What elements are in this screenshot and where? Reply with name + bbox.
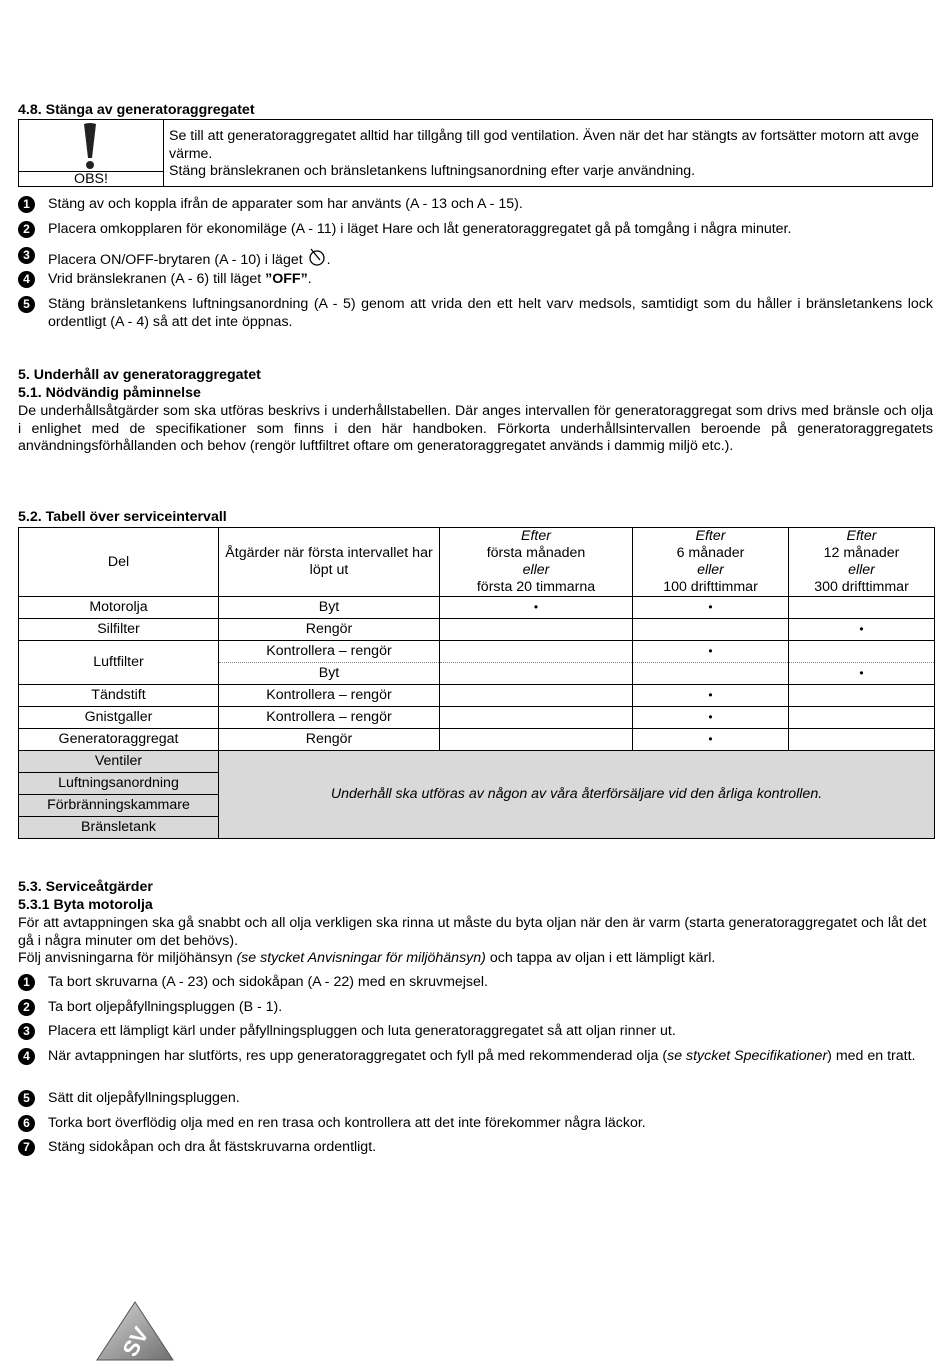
step-text-part: Placera ON/OFF-brytaren (A - 10) i läget <box>48 252 307 268</box>
section-5-2-title: 5.2. Tabell över serviceintervall <box>18 509 227 525</box>
obs-line-2: Stäng bränslekranen och bränsletankens luftningsanordning efter varje användning. <box>169 163 696 179</box>
step-reference: se stycket Specifikationer <box>667 1048 828 1064</box>
row-mark: • <box>633 707 789 729</box>
step-text-part: Vrid bränslekranen (A - 6) till läget <box>48 271 266 287</box>
row-mark-empty <box>633 663 789 685</box>
obs-warning-box <box>18 119 933 187</box>
section-5-1-title: 5.1. Nödvändig påminnelse <box>18 385 201 401</box>
section-5-1-text: De underhållsåtgärder som ska utföras beskrivs i underhållstabellen. Där anges intervallen för generatoraggregat som drivs med bränsle och olja i enlighet med de specifikationer som finns i den här handboken. Förkorta underhållsintervallen beroende på generatoraggregatets användningsförhållanden och behov (rengör luftfiltret oftare om generatoraggregatet används i dammig miljö etc.). <box>18 403 933 454</box>
exclamation-icon <box>82 122 98 170</box>
dealer-note: Underhåll ska utföras av någon av våra återförsäljare vid den årliga kontrollen. <box>219 751 935 839</box>
header-efter: Efter <box>521 528 551 544</box>
row-mark-empty <box>789 685 935 707</box>
header-efter: Efter <box>695 528 726 544</box>
off-switch-icon <box>307 247 327 267</box>
step-text-part: När avtappningen har slutförts, res upp generatoraggregatet och fyll på med rekommenderad olja ( <box>48 1048 668 1064</box>
obs-text <box>169 128 929 181</box>
step-number: 4 <box>18 271 35 288</box>
dealer-part: Luftningsanordning <box>19 773 219 795</box>
table-row <box>19 597 935 619</box>
table-row <box>19 729 935 751</box>
section-5-3-1-intro: För att avtappningen ska gå snabbt och all olja verkligen ska rinna ut måste du byta oljan när den är varm (starta generatoraggregatet och låt det gå i några minuter om det behövs). <box>18 915 927 949</box>
header-eller: eller <box>522 562 550 578</box>
step-text <box>48 247 933 270</box>
header-del: Del <box>19 528 219 597</box>
step-number: 1 <box>18 974 35 991</box>
section-4-8-title: 4.8. Stänga av generatoraggregatet <box>18 102 255 118</box>
step-text-part: . <box>326 252 331 268</box>
step-number: 5 <box>18 1090 35 1107</box>
row-part: Generatoraggregat <box>19 729 219 751</box>
step-text-part: . <box>307 271 312 287</box>
section-5-3-title: 5.3. Serviceåtgärder <box>18 879 153 895</box>
row-mark: • <box>633 685 789 707</box>
off-label: ”OFF” <box>265 271 308 287</box>
step-text: Placera omkopplaren för ekonomiläge (A - 11) i läget Hare och låt generatoraggregatet gå på tomgång i några minuter. <box>48 221 792 237</box>
row-part: Luftfilter <box>19 641 219 685</box>
step-number: 3 <box>18 247 35 264</box>
step-number: 4 <box>18 1048 35 1065</box>
step-text: Sätt dit oljepåfyllningspluggen. <box>48 1090 240 1106</box>
row-mark-empty <box>789 729 935 751</box>
row-part: Gnistgaller <box>19 707 219 729</box>
header-interval-a: 12 månader <box>823 545 900 561</box>
obs-icon-cell <box>19 120 164 186</box>
header-interval-a: första månaden <box>486 545 586 561</box>
row-mark: • <box>633 729 789 751</box>
row-action: Kontrollera – rengör <box>219 707 440 729</box>
row-action: Kontrollera – rengör <box>219 641 440 663</box>
header-interval-2 <box>633 528 789 597</box>
step-number: 2 <box>18 221 35 238</box>
row-mark: • <box>633 597 789 619</box>
header-interval-1 <box>440 528 633 597</box>
service-interval-table <box>18 527 935 839</box>
header-interval-b: första 20 timmarna <box>476 579 596 595</box>
table-header-row <box>19 528 935 597</box>
row-action: Kontrollera – rengör <box>219 685 440 707</box>
step-text: Ta bort oljepåfyllningspluggen (B - 1). <box>48 999 283 1015</box>
step-number: 5 <box>18 296 35 313</box>
section-5-title: 5. Underhåll av generatoraggregatet <box>18 367 261 383</box>
row-part: Tändstift <box>19 685 219 707</box>
row-action: Byt <box>219 663 440 685</box>
step-text-part: ) med en tratt. <box>827 1048 916 1064</box>
intro-text-part: Följ anvisningarna för miljöhänsyn <box>18 950 237 966</box>
obs-line-1: Se till att generatoraggregatet alltid har tillgång till god ventilation. Även när det har stängts av fortsätter motorn att avge värme. <box>169 128 920 162</box>
step-number: 1 <box>18 196 35 213</box>
step-text: Stäng bränsletankens luftningsanordning (A - 5) genom att vrida den ett helt varv medsols, samtidigt som du håller i bränsletankens lock ordentligt (A - 4) så att det inte öppnas. <box>48 296 933 330</box>
row-mark: • <box>633 641 789 663</box>
header-action: Åtgärder när första intervallet har löpt ut <box>219 528 440 597</box>
step-text: Stäng sidokåpan och dra åt fästskruvarna ordentligt. <box>48 1139 377 1155</box>
row-mark-empty <box>633 619 789 641</box>
header-eller: eller <box>848 562 875 578</box>
row-action: Rengör <box>219 729 440 751</box>
step-number: 6 <box>18 1115 35 1132</box>
table-row <box>19 619 935 641</box>
row-part: Motorolja <box>19 597 219 619</box>
table-row <box>19 707 935 729</box>
header-eller: eller <box>697 562 724 578</box>
table-row <box>19 685 935 707</box>
row-part: Silfilter <box>19 619 219 641</box>
language-badge-label: SV <box>117 1322 154 1361</box>
intro-text-part: och tappa av oljan i ett lämpligt kärl. <box>485 950 716 966</box>
table-row <box>19 641 935 663</box>
row-mark-empty <box>440 663 633 685</box>
row-action: Byt <box>219 597 440 619</box>
language-badge-icon <box>95 1300 175 1362</box>
row-mark-empty <box>440 619 633 641</box>
dealer-part: Ventiler <box>19 751 219 773</box>
header-interval-3 <box>789 528 935 597</box>
row-mark-empty <box>440 641 633 663</box>
step-text: Torka bort överflödig olja med en ren trasa och kontrollera att det inte förekommer några läckor. <box>48 1115 646 1131</box>
row-action: Rengör <box>219 619 440 641</box>
row-mark-empty <box>789 597 935 619</box>
dealer-part: Förbränningskammare <box>19 795 219 817</box>
step-number: 2 <box>18 999 35 1016</box>
step-number: 3 <box>18 1023 35 1040</box>
section-5-3-1-title: 5.3.1 Byta motorolja <box>18 897 153 913</box>
row-mark-empty <box>789 641 935 663</box>
row-mark: • <box>440 597 633 619</box>
section-5-3-1-intro-2 <box>18 950 933 968</box>
row-mark-empty <box>440 685 633 707</box>
dealer-part: Bränsletank <box>19 817 219 839</box>
step-text <box>48 1048 933 1066</box>
row-mark-empty <box>789 707 935 729</box>
row-mark: • <box>789 663 935 685</box>
table-row-dealer <box>19 751 935 773</box>
header-interval-a: 6 månader <box>676 545 745 561</box>
header-interval-b: 300 drifttimmar <box>814 579 909 595</box>
step-text: Stäng av och koppla ifrån de apparater som har använts (A - 13 och A - 15). <box>48 196 523 212</box>
step-text <box>48 271 933 289</box>
obs-label: OBS! <box>19 171 163 187</box>
step-text: Ta bort skruvarna (A - 23) och sidokåpan (A - 22) med en skruvmejsel. <box>48 974 489 990</box>
step-text: Placera ett lämpligt kärl under påfyllningspluggen och luta generatoraggregatet så att oljan rinner ut. <box>48 1023 676 1039</box>
intro-reference: (se stycket Anvisningar för miljöhänsyn) <box>236 950 486 966</box>
header-interval-b: 100 drifttimmar <box>663 579 758 595</box>
step-number: 7 <box>18 1139 35 1156</box>
row-mark-empty <box>440 707 633 729</box>
row-mark-empty <box>440 729 633 751</box>
header-efter: Efter <box>846 528 877 544</box>
row-mark: • <box>789 619 935 641</box>
